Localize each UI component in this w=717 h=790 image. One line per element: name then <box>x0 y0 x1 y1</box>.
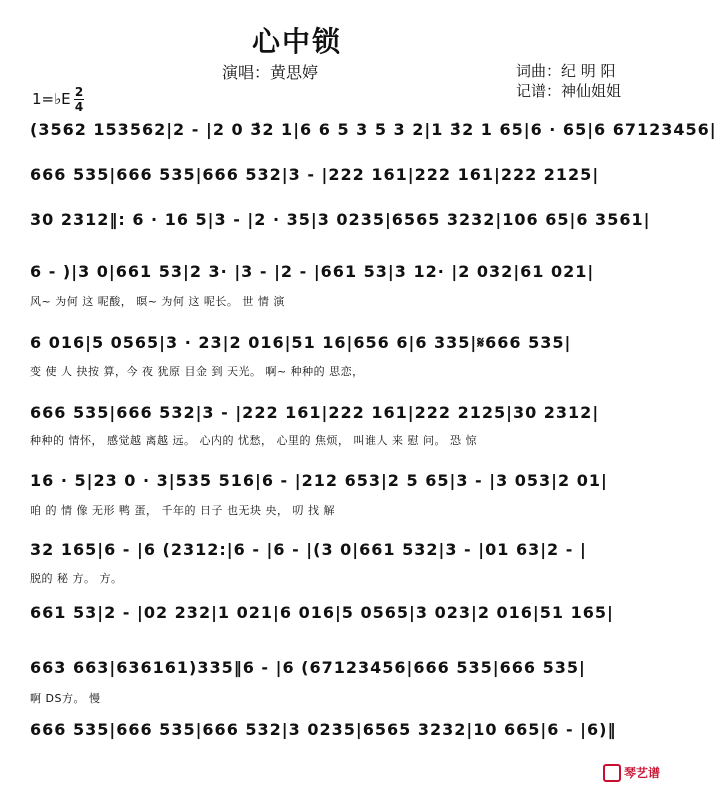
notation-row-9: 661 53|2 - |02 232|1 021|6 016|5 0565|3 023|2 016|51 165| <box>30 603 614 622</box>
notation-row-1: (3562 153562|2 - |2 0 3̇2 1|6 6 5 3 5 3 2|1 3̇2 1 65|6 · 65|6 67123456| <box>30 120 717 139</box>
singer-credit: 演唱：黄思婷 <box>222 63 319 82</box>
lyrics-row-8: 脱的 秘 方。 方。 <box>30 572 123 585</box>
notation-row-6: 666 535|666 532|3 - |222 161|222 161|222 2125|30 2312| <box>30 403 600 422</box>
time-signature-bottom: 4 <box>74 100 84 114</box>
song-title: 心中锁 <box>252 25 343 58</box>
transcriber-credit: 记谱：神仙姐姐 <box>516 82 622 100</box>
logo-icon <box>603 764 621 782</box>
notation-row-3: 30 2312‖: 6 · 16 5|3 - |2 · 35|3 0235|6565 3232|106 65|6 3561| <box>30 210 651 229</box>
notation-row-7: 16 · 5|23 0 · 3|535 516|6 - |212 653|2 5 65|3 - |3 053|2 01| <box>30 471 608 490</box>
lyrics-row-10: 啊 DS方。 慢 <box>30 692 101 705</box>
notation-row-5: 6 016|5 0565|3 · 23|2 016|51 16|656 6|6 335|𝄋666 535| <box>30 333 572 352</box>
notation-row-4: 6 - )|3 0|661 53|2 3· |3 - |2 - |661 53|3 12· |2 032|61 021| <box>30 262 595 281</box>
notation-row-2: 666 535|666 535|666 532|3 - |222 161|222 161|222 2125| <box>30 165 600 184</box>
lyrics-row-6: 种种的 情怀， 感觉越 离越 远。 心内的 忧愁， 心里的 焦烦， 叫谁人 来 慰 问。 恐 惊 <box>30 434 477 447</box>
lyrics-row-4: 风~ 为何 这 呢酸， 暝~ 为何 这 呢长。 世 情 演 <box>30 295 285 308</box>
site-logo <box>603 764 660 783</box>
time-signature <box>74 86 84 113</box>
notation-row-8: 32 165|6 - |6 (2312:|6 - |6 - |(3 0|661 532|3 - |01 63|2 - | <box>30 540 587 559</box>
lyrics-row-7: 咱 的 情 像 无形 鸭 蛋， 千年的 日子 也无块 央， 叨 找 解 <box>30 504 335 517</box>
lyrics-row-5: 变 使 人 抉按 算，今 夜 犹原 目金 到 天光。 啊~ 种种的 思恋， <box>30 365 364 378</box>
key-signature: 1=♭E <box>32 90 71 108</box>
notation-row-10: 663 663|636161)335‖6 - |6 (67123456|666 535|666 535| <box>30 658 586 677</box>
logo-text: 琴艺谱 <box>623 765 660 780</box>
composer-credit: 词曲：纪 明 阳 <box>516 62 616 80</box>
time-signature-top: 2 <box>74 85 84 99</box>
notation-row-11: 666 535|666 535|666 532|3 0235|6565 3232|10 665|6 - |6)‖ <box>30 720 617 739</box>
